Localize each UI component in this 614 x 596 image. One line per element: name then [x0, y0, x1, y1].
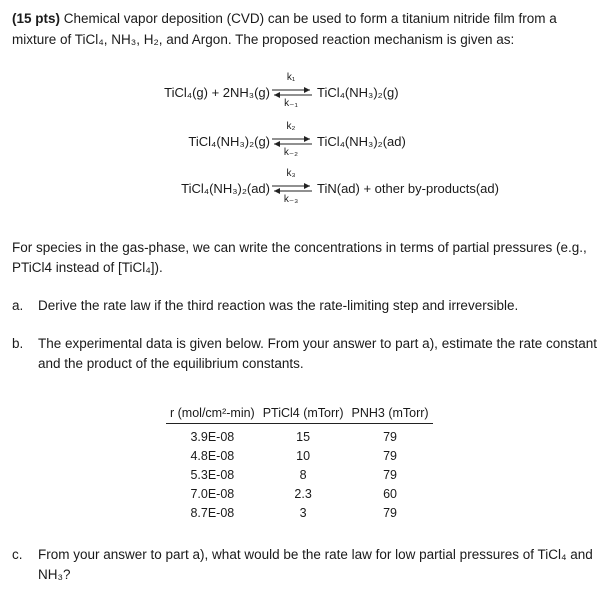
reaction-3-left: TiCl₄(NH₃)₂(ad)	[181, 181, 270, 196]
header-p-nh3: PNH3 (mTorr)	[348, 404, 433, 424]
intro-text: Chemical vapor deposition (CVD) can be used to form a titanium nitride film from a mixture of TiCl₄, NH₃, H₂, and Argon. The proposed reaction mechanism is given as:	[12, 11, 557, 47]
cell-rate: 5.3E-08	[190, 467, 235, 482]
data-table	[166, 404, 433, 522]
cell-p-ticl4: 15	[296, 429, 311, 444]
cell-rate: 4.8E-08	[190, 448, 235, 463]
table-row	[166, 503, 433, 522]
reaction-2-k-forward: k₂	[286, 121, 296, 132]
part-c	[12, 545, 604, 585]
cell-p-nh3: 79	[383, 467, 397, 482]
reaction-3-k-forward: k₃	[286, 168, 296, 179]
points-label: (15 pts)	[12, 11, 61, 26]
table-row	[166, 446, 433, 465]
table-row	[166, 484, 433, 503]
table-row	[166, 424, 433, 447]
cell-p-ticl4: 2.3	[294, 486, 312, 501]
reaction-3-right: TiN(ad) + other by-products(ad)	[317, 181, 499, 196]
data-table-wrapper	[166, 404, 433, 522]
reaction-1-k-reverse: k₋₁	[284, 98, 298, 109]
part-c-label: c.	[12, 547, 23, 562]
part-b-text: The experimental data is given below. From your answer to part a), estimate the rate constant and the product of the equilibrium constants.	[38, 336, 598, 371]
gas-phase-note: For species in the gas-phase, we can write the concentrations in terms of partial pressures (e.g., PTiCl4 instead of [TiCl₄]).	[12, 240, 587, 275]
cell-p-nh3: 79	[383, 448, 397, 463]
equilibrium-arrow-1	[272, 88, 312, 98]
reaction-2-k-reverse: k₋₂	[283, 147, 299, 158]
cell-rate: 3.9E-08	[190, 429, 235, 444]
cell-rate: 7.0E-08	[190, 486, 235, 501]
part-c-text: From your answer to part a), what would be the rate law for low partial pressures of TiCl₄ and NH₃?	[38, 547, 593, 582]
cell-p-nh3: 79	[383, 505, 397, 520]
cell-p-ticl4: 3	[299, 505, 307, 520]
part-a-label: a.	[12, 298, 24, 313]
cell-p-nh3: 79	[383, 429, 397, 444]
equilibrium-arrow-3	[272, 184, 312, 194]
part-a	[12, 296, 604, 316]
reaction-1-left: TiCl₄(g) + 2NH₃(g)	[164, 85, 270, 100]
part-b	[12, 334, 604, 374]
part-b-label: b.	[12, 336, 24, 351]
reaction-1-k-forward: k₁	[286, 72, 296, 83]
part-a-text: Derive the rate law if the third reaction was the rate-limiting step and irreversible.	[38, 298, 519, 313]
cell-p-ticl4: 8	[299, 467, 307, 482]
cell-rate: 8.7E-08	[190, 505, 235, 520]
reaction-3-k-reverse: k₋₃	[283, 194, 299, 205]
header-rate: r (mol/cm²-min)	[166, 404, 259, 424]
equilibrium-arrow-2	[272, 137, 312, 147]
reaction-1-right: TiCl₄(NH₃)₂(g)	[317, 85, 399, 100]
reaction-2-right: TiCl₄(NH₃)₂(ad)	[317, 134, 406, 149]
table-header-row	[166, 404, 433, 424]
header-p-ticl4: PTiCl4 (mTorr)	[259, 404, 348, 424]
problem-intro	[12, 8, 604, 50]
cell-p-ticl4: 10	[296, 448, 311, 463]
cell-p-nh3: 60	[383, 486, 397, 501]
table-row	[166, 465, 433, 484]
reaction-2-left: TiCl₄(NH₃)₂(g)	[188, 134, 270, 149]
